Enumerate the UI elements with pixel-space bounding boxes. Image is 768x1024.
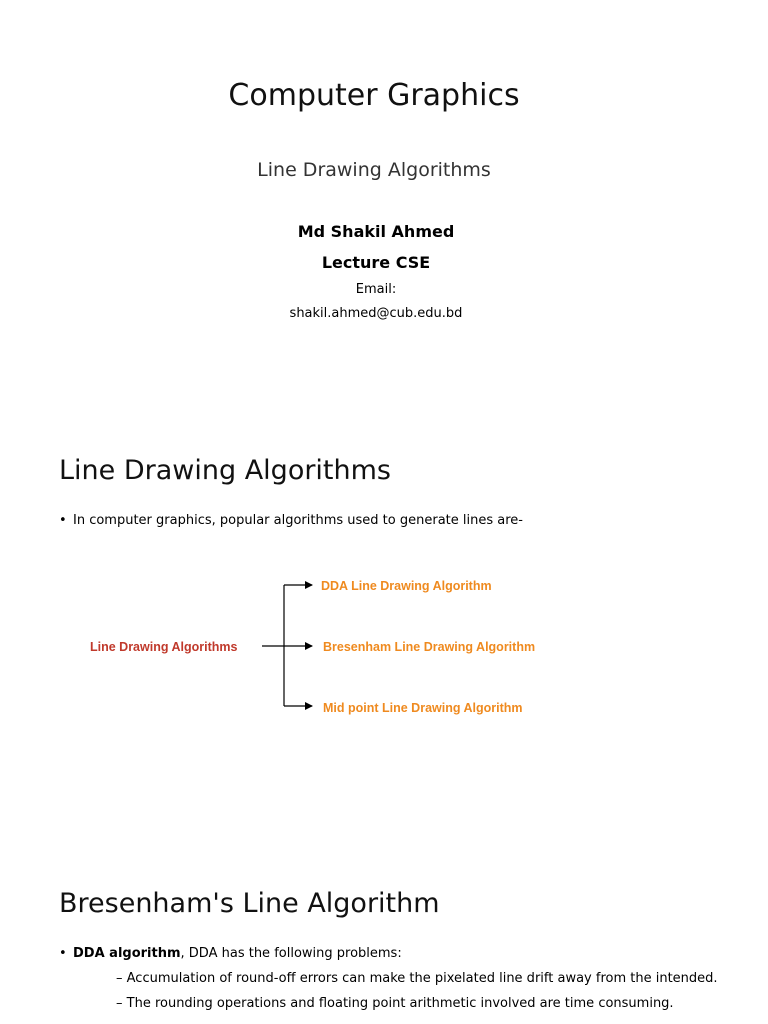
slide3-sub-item-1: – Accumulation of round-off errors can make the pixelated line drift away from the intended. <box>116 971 718 986</box>
email-address: shakil.ahmed@cub.edu.bd <box>289 306 463 321</box>
slide2-bullet-text: In computer graphics, popular algorithms used to generate lines are- <box>73 513 523 528</box>
diagram-child-dda: DDA Line Drawing Algorithm <box>321 579 492 593</box>
author-role: Lecture CSE <box>321 253 431 272</box>
diagram-child-bresenham: Bresenham Line Drawing Algorithm <box>323 640 536 654</box>
algorithm-tree-diagram <box>80 565 580 730</box>
diagram-child-midpoint: Mid point Line Drawing Algorithm <box>323 701 523 715</box>
title-slide <box>0 0 768 400</box>
bullet-dot: • <box>59 513 67 528</box>
author-name: Md Shakil Ahmed <box>297 222 455 241</box>
slide3-bullet <box>59 946 402 961</box>
presentation-subtitle: Line Drawing Algorithms <box>257 159 491 181</box>
bullet-dot: • <box>59 946 67 961</box>
slide3-heading: Bresenham's Line Algorithm <box>59 888 440 919</box>
slide2-bullet <box>59 513 523 528</box>
slide3-sub-item-2: – The rounding operations and floating point arithmetic involved are time consuming. <box>116 996 674 1011</box>
slide2-heading: Line Drawing Algorithms <box>59 455 392 486</box>
diagram-root-label: Line Drawing Algorithms <box>90 640 238 654</box>
slide3-bullet-text: , DDA has the following problems: <box>180 946 402 961</box>
slide3-bullet-bold: DDA algorithm <box>73 946 181 961</box>
email-label: Email: <box>355 282 397 297</box>
presentation-title: Computer Graphics <box>228 78 520 113</box>
